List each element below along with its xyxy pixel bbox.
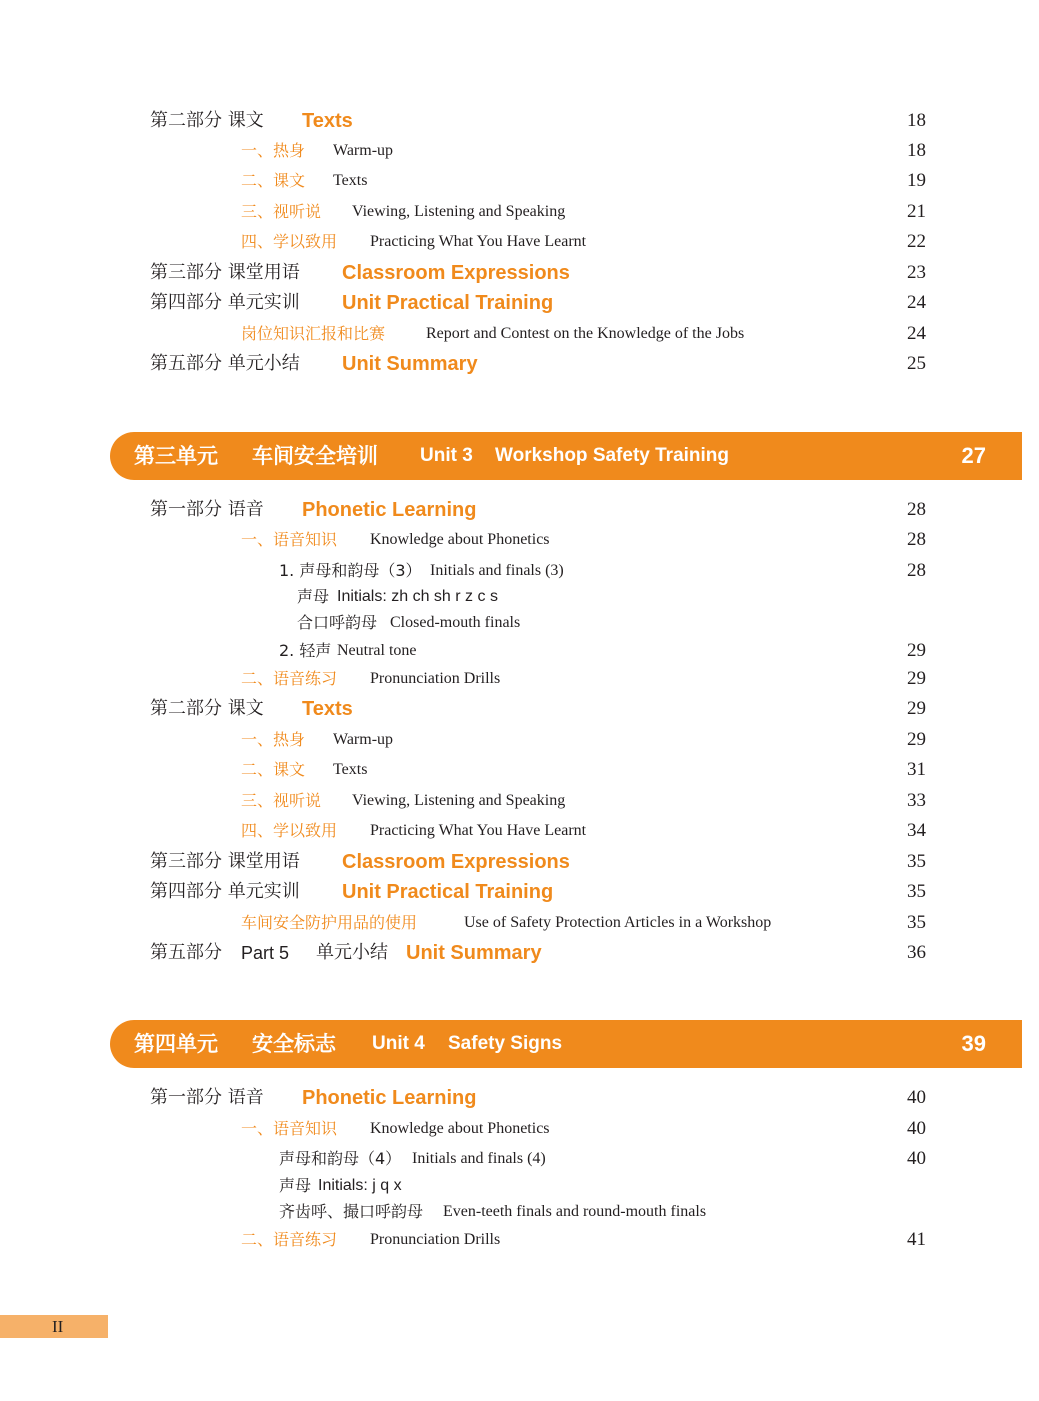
page-number: 29 — [907, 729, 926, 750]
sub-title-cn: 二、语音练习 — [241, 669, 338, 688]
toc-u3-drills[interactable] — [0, 664, 1039, 694]
part-title-cn: 第五部分 单元小结 — [150, 353, 300, 374]
part-title-en: Unit Practical Training — [342, 881, 554, 903]
item-title-cn: 1. 声母和韵母（3） — [279, 561, 422, 580]
unit-number-cn: 第四单元 — [134, 1032, 218, 1056]
toc-part2-texts[interactable] — [0, 106, 1039, 136]
sub-title-cn: 岗位知识汇报和比赛 — [241, 324, 386, 343]
page-number: 31 — [907, 759, 926, 780]
page-number: 36 — [907, 942, 926, 963]
part-title-en: Texts — [302, 698, 353, 720]
sub-title-en: Viewing, Listening and Speaking — [352, 792, 566, 809]
item-title-cn: 齐齿呼、撮口呼韵母 — [279, 1202, 424, 1221]
sub-title-en: Practicing What You Have Learnt — [370, 822, 587, 839]
sub-title-cn: 一、热身 — [241, 141, 306, 160]
part-title-cn: 第四部分 单元实训 — [150, 881, 300, 902]
toc-texts[interactable] — [0, 166, 1039, 196]
toc-u3-viewing[interactable] — [0, 786, 1039, 816]
page-number: 24 — [907, 292, 926, 313]
page-number: 34 — [907, 820, 926, 841]
part-title-en: Classroom Expressions — [342, 851, 570, 873]
item-title-en: Even-teeth finals and round-mouth finals — [443, 1203, 707, 1220]
toc-u4-knowledge[interactable] — [0, 1114, 1039, 1144]
sub-title-en: Report and Contest on the Knowledge of the Jobs — [426, 325, 745, 342]
item-title-en: Initials: j q x — [318, 1177, 402, 1194]
sub-title-en: Pronunciation Drills — [370, 670, 501, 687]
part-title-en: Phonetic Learning — [302, 1087, 477, 1109]
sub-title-en: Use of Safety Protection Articles in a Workshop — [464, 914, 772, 931]
toc-u4-item1[interactable] — [0, 1144, 1039, 1174]
page-number: 28 — [907, 499, 926, 520]
page-number: 29 — [907, 640, 926, 661]
sub-title-en: Knowledge about Phonetics — [370, 1120, 550, 1137]
page-number: 22 — [907, 231, 926, 252]
toc-u4-finals — [0, 1197, 1039, 1227]
unit-number-cn: 第三单元 — [134, 444, 218, 468]
part-title-en: Unit Summary — [342, 353, 478, 375]
toc-u3-part5[interactable] — [0, 938, 1039, 968]
sub-title-en: Pronunciation Drills — [370, 1231, 501, 1248]
toc-u3-part4[interactable] — [0, 877, 1039, 907]
page-number: 29 — [907, 698, 926, 719]
item-title-en: Initials and finals (4) — [412, 1150, 546, 1167]
toc-part5-summary[interactable] — [0, 349, 1039, 379]
item-title-cn: 合口呼韵母 — [297, 613, 378, 632]
page-number: 35 — [907, 851, 926, 872]
part-title-en: Unit Summary — [406, 942, 542, 964]
toc-u3-part1[interactable] — [0, 495, 1039, 525]
page-number: 25 — [907, 353, 926, 374]
toc-u3-warmup[interactable] — [0, 725, 1039, 755]
toc-u3-safety-articles[interactable] — [0, 908, 1039, 938]
unit-page: 27 — [961, 443, 986, 468]
page-number: 19 — [907, 170, 926, 191]
page-number: 40 — [907, 1148, 926, 1169]
page-number: 28 — [907, 529, 926, 550]
page-number: 24 — [907, 323, 926, 344]
part-title-cn: 第一部分 语音 — [150, 1087, 264, 1108]
toc-part3-classroom[interactable] — [0, 258, 1039, 288]
page-number: 23 — [907, 262, 926, 283]
toc-u3-closed — [0, 608, 1039, 638]
part-title-en: Unit Practical Training — [342, 292, 554, 314]
toc-u3-part2[interactable] — [0, 694, 1039, 724]
toc-u3-practicing[interactable] — [0, 816, 1039, 846]
toc-viewing[interactable] — [0, 197, 1039, 227]
part-title-cn: 第三部分 课堂用语 — [150, 262, 300, 283]
part-title-en: Texts — [302, 110, 353, 132]
unit-title-cn: 车间安全培训 — [252, 444, 378, 468]
sub-title-cn: 一、语音知识 — [241, 1119, 338, 1138]
sub-title-cn: 一、热身 — [241, 730, 306, 749]
sub-title-cn: 四、学以致用 — [241, 821, 338, 840]
item-title-cn: 声母 — [279, 1176, 312, 1195]
page-number: 35 — [907, 881, 926, 902]
sub-title-cn: 二、课文 — [241, 171, 306, 190]
item-title-en: Initials: zh ch sh r z c s — [337, 588, 498, 605]
sub-title-cn: 一、语音知识 — [241, 530, 338, 549]
page-number-roman: II — [52, 1317, 64, 1336]
unit-title-en: Safety Signs — [448, 1033, 563, 1054]
unit-title-cn: 安全标志 — [252, 1032, 336, 1056]
sub-title-cn: 四、学以致用 — [241, 232, 338, 251]
unit-label: Unit 4 — [372, 1033, 425, 1054]
part-title-en: Classroom Expressions — [342, 262, 570, 284]
sub-title-en: Knowledge about Phonetics — [370, 531, 550, 548]
toc-u3-item2[interactable] — [0, 636, 1039, 666]
part-title-cn: 第五部分 — [150, 942, 222, 963]
sub-title-cn: 二、语音练习 — [241, 1230, 338, 1249]
part-title-cn: 第二部分 课文 — [150, 698, 264, 719]
sub-title-en: Warm-up — [333, 142, 394, 159]
page-number-tab — [0, 1315, 108, 1338]
page-number: 35 — [907, 912, 926, 933]
item-title-en: Neutral tone — [337, 642, 417, 659]
toc-u4-drills[interactable] — [0, 1225, 1039, 1255]
toc-report[interactable] — [0, 319, 1039, 349]
part-title-cn: 第三部分 课堂用语 — [150, 851, 300, 872]
toc-warmup[interactable] — [0, 136, 1039, 166]
sub-title-en: Practicing What You Have Learnt — [370, 233, 587, 250]
sub-title-en: Texts — [333, 172, 368, 189]
sub-title-cn: 车间安全防护用品的使用 — [241, 913, 418, 932]
page-number: 33 — [907, 790, 926, 811]
page-number: 18 — [907, 110, 926, 131]
page-number: 29 — [907, 668, 926, 689]
page-number: 40 — [907, 1118, 926, 1139]
part-title-en: Phonetic Learning — [302, 499, 477, 521]
part-title-cn: 第二部分 课文 — [150, 110, 264, 131]
part-title-cn: 第一部分 语音 — [150, 499, 264, 520]
item-title-cn: 2. 轻声 — [279, 641, 332, 660]
item-title-en: Closed-mouth finals — [390, 614, 521, 631]
part-title-cn-2: 单元小结 — [316, 942, 388, 963]
part-label-en: Part 5 — [241, 943, 290, 963]
sub-title-cn: 三、视听说 — [241, 791, 322, 810]
sub-title-en: Texts — [333, 761, 368, 778]
item-title-cn: 声母 — [297, 587, 330, 606]
unit-label: Unit 3 — [420, 445, 473, 466]
page-number: 21 — [907, 201, 926, 222]
unit4-banner[interactable] — [110, 1020, 1022, 1068]
toc-u3-knowledge[interactable] — [0, 525, 1039, 555]
toc-u3-part3[interactable] — [0, 847, 1039, 877]
toc-practicing[interactable] — [0, 227, 1039, 257]
sub-title-en: Warm-up — [333, 731, 394, 748]
page-number: 41 — [907, 1229, 926, 1250]
toc-u3-texts[interactable] — [0, 755, 1039, 785]
page-number: 28 — [907, 560, 926, 581]
item-title-en: Initials and finals (3) — [430, 562, 564, 579]
page-number: 40 — [907, 1087, 926, 1108]
sub-title-en: Viewing, Listening and Speaking — [352, 203, 566, 220]
page-number: 18 — [907, 140, 926, 161]
unit-title-en: Workshop Safety Training — [495, 445, 730, 466]
sub-title-cn: 三、视听说 — [241, 202, 322, 221]
toc-part4-training[interactable] — [0, 288, 1039, 318]
sub-title-cn: 二、课文 — [241, 760, 306, 779]
unit3-banner[interactable] — [110, 432, 1022, 480]
unit-page: 39 — [961, 1031, 986, 1056]
toc-u4-part1[interactable] — [0, 1083, 1039, 1113]
part-title-cn: 第四部分 单元实训 — [150, 292, 300, 313]
item-title-cn: 声母和韵母（4） — [279, 1149, 402, 1168]
